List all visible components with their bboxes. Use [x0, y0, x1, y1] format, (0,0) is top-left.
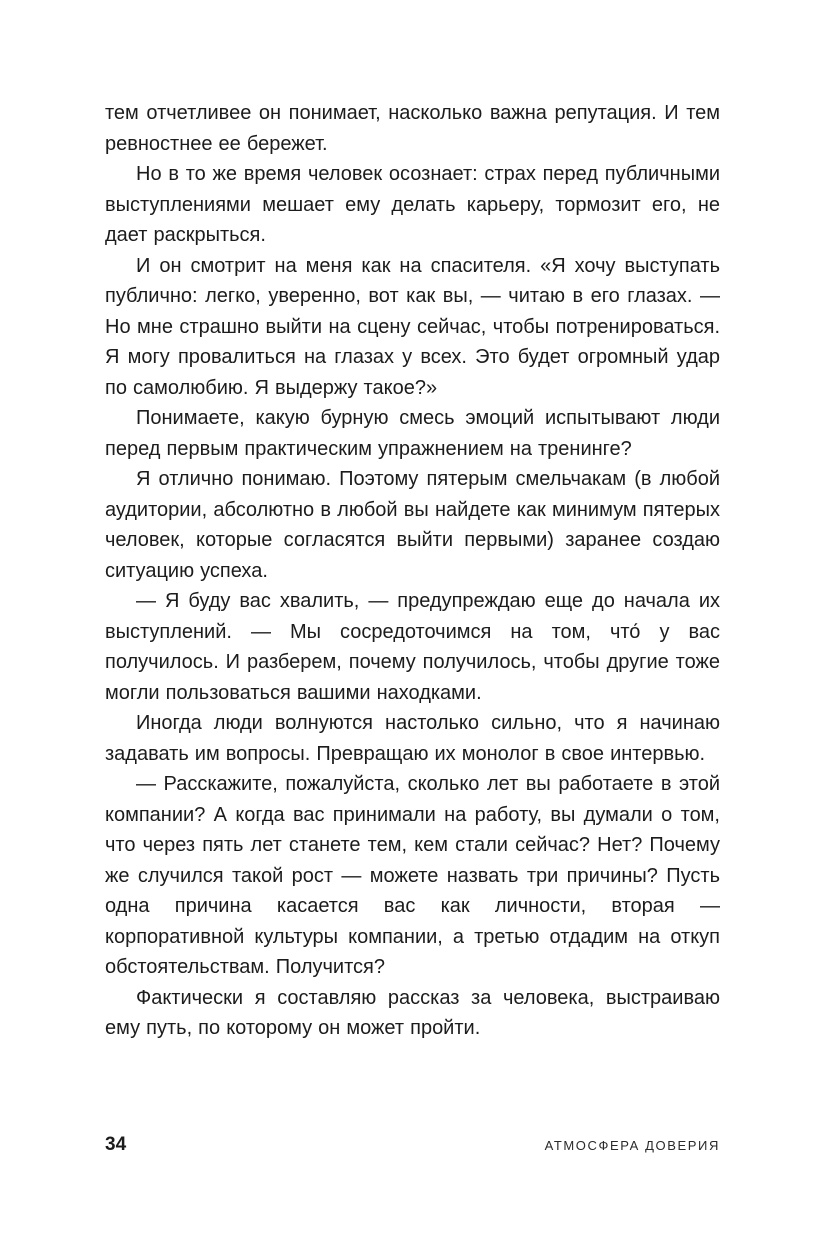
paragraph: Я отлично понимаю. Поэтому пятерым смельчакам (в любой аудитории, абсолютно в любой вы найдете как минимум пятерых человек, которые согласятся выйти первыми) заранее создаю ситуацию успеха.	[105, 468, 720, 582]
running-title: АТМОСФЕРА ДОВЕРИЯ	[544, 1138, 720, 1153]
page-number: 34	[105, 1134, 127, 1155]
paragraph: — Расскажите, пожалуйста, сколько лет вы работаете в этой компании? А когда вас принимали на работу, вы думали о том, что через пять лет станете тем, кем стали сейчас? Нет? Почему же случился такой рост — можете назвать три причины? Пусть одна причина касается вас как личности, вторая — корпоративной культуры компании, а третью отдадим на откуп обстоятельствам. Получится?	[105, 773, 720, 978]
paragraph: Понимаете, какую бурную смесь эмоций испытывают люди перед первым практическим упражнением на тренинге?	[105, 407, 720, 460]
body-text	[105, 98, 720, 1044]
paragraph: И он смотрит на меня как на спасителя. «Я хочу выступать публично: легко, уверенно, вот как вы, — читаю в его глазах. — Но мне страшно выйти на сцену сейчас, чтобы потренироваться. Я могу провалиться на глазах у всех. Это будет огромный удар по самолюбию. Я выдержу такое?»	[105, 254, 720, 399]
paragraph: Иногда люди волнуются настолько сильно, что я начинаю задавать им вопросы. Превращаю их монолог в свое интервью.	[105, 712, 720, 765]
paragraph: Фактически я составляю рассказ за человека, выстраиваю ему путь, по которому он может пройти.	[105, 986, 720, 1039]
paragraph: Но в то же время человек осознает: страх перед публичными выступлениями мешает ему делать карьеру, тормозит его, не дает раскрыться.	[105, 163, 720, 246]
paragraph: тем отчетливее он понимает, насколько важна репутация. И тем ревностнее ее бережет.	[105, 102, 720, 155]
page-footer	[105, 1134, 720, 1156]
paragraph: — Я буду вас хвалить, — предупреждаю еще до начала их выступлений. — Мы сосредоточимся на том, что́ у вас получилось. И разберем, почему получилось, чтобы другие тоже могли пользоваться вашими находками.	[105, 590, 720, 704]
